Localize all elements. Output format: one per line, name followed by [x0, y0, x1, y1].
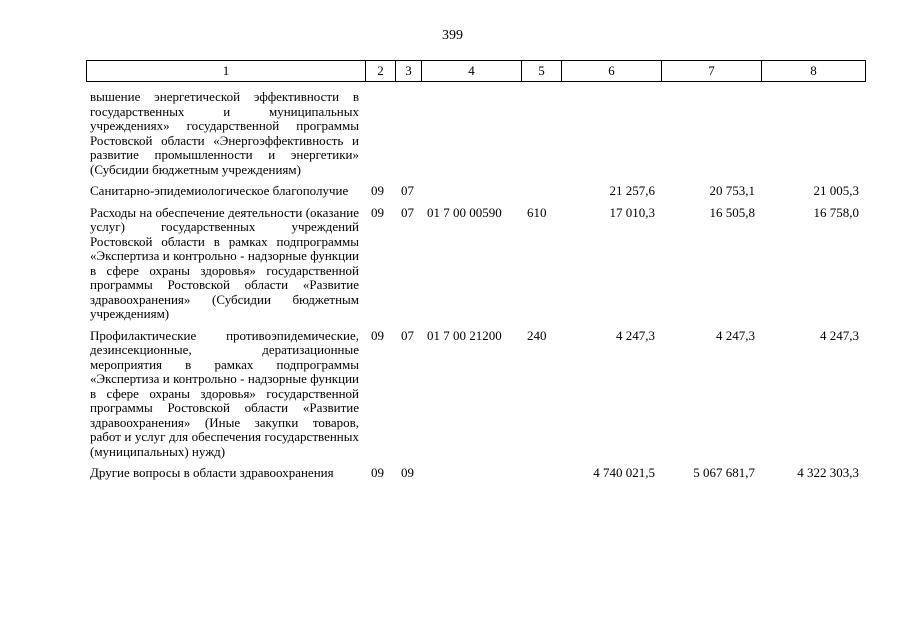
- row-amount-col8: [761, 90, 865, 177]
- row-expense-type: 240: [527, 327, 547, 343]
- row-target-article: 01 7 00 21200: [427, 327, 502, 343]
- row-expense-type: [521, 90, 561, 177]
- column-header-3: 3: [396, 61, 422, 82]
- row-section: 09: [371, 183, 384, 198]
- table-row: [86, 322, 865, 460]
- row-section: 09: [371, 327, 384, 343]
- row-description: Другие вопросы в области здравоохранения: [90, 465, 334, 480]
- row-amount-col7: 5 067 681,7: [693, 465, 755, 480]
- row-target-article: [421, 177, 521, 199]
- table-row: [86, 177, 865, 199]
- column-header-7: 7: [662, 61, 762, 82]
- column-header-6: 6: [562, 61, 662, 82]
- row-amount-col7: [661, 90, 761, 177]
- row-amount-col6: [561, 90, 661, 177]
- row-amount-col6: 21 257,6: [609, 183, 655, 198]
- row-target-article: [421, 90, 521, 177]
- row-target-article: [421, 459, 521, 481]
- row-section: 09: [371, 465, 384, 480]
- row-expense-type: 610: [527, 204, 547, 220]
- row-description: Санитарно-эпидемиологическое благополучие: [90, 183, 349, 198]
- table-row: [86, 199, 865, 322]
- row-subsection: [395, 90, 421, 177]
- row-description: вышение энергетической эффективности в государственных и муниципальных учреждениях» государственной программы Ростовской области «Энергоэффективность и развитие промышленности и энергетики» (Субсидии бюджетным учреждениям): [90, 89, 359, 177]
- row-expense-type: [521, 459, 561, 481]
- column-header-8: 8: [762, 61, 866, 82]
- row-amount-col7: 4 247,3: [716, 327, 755, 343]
- row-amount-col6: 4 740 021,5: [593, 465, 655, 480]
- column-header-4: 4: [422, 61, 522, 82]
- budget-table-body: [86, 90, 865, 481]
- row-section: 09: [371, 204, 384, 220]
- column-header-table: [86, 60, 866, 82]
- table-row: [86, 90, 865, 177]
- row-subsection: 07: [401, 327, 414, 343]
- row-amount-col6: 17 010,3: [609, 204, 655, 220]
- page-number: 399: [442, 28, 463, 43]
- row-amount-col8: 4 322 303,3: [797, 465, 859, 480]
- row-subsection: 09: [401, 465, 414, 480]
- row-amount-col8: 4 247,3: [820, 327, 859, 343]
- column-header-5: 5: [522, 61, 562, 82]
- row-description: Расходы на обеспечение деятельности (оказание услуг) государственных учреждений Ростовской области в рамках подпрограммы «Экспертиза и контрольно - надзорные функции в сфере охраны здоровья» государственной программы Ростовской области «Развитие здравоохранения» (Субсидии бюджетным учреждениям): [90, 204, 359, 321]
- table-row: [86, 459, 865, 481]
- column-header-row: [87, 61, 866, 82]
- row-amount-col7: 16 505,8: [709, 204, 755, 220]
- column-header-1: 1: [87, 61, 366, 82]
- row-subsection: 07: [401, 183, 414, 198]
- row-subsection: 07: [401, 204, 414, 220]
- row-amount-col8: 16 758,0: [813, 204, 859, 220]
- row-amount-col8: 21 005,3: [813, 183, 859, 198]
- row-target-article: 01 7 00 00590: [427, 204, 502, 220]
- row-amount-col7: 20 753,1: [709, 183, 755, 198]
- row-expense-type: [521, 177, 561, 199]
- row-amount-col6: 4 247,3: [616, 327, 655, 343]
- row-description: Профилактические противоэпидемические, дезинсекционные, дератизационные мероприятия в рамках подпрограммы «Экспертиза и контрольно - надзорные функции в сфере охраны здоровья» государственной программы Ростовской области «Развитие здравоохранения» (Иные закупки товаров, работ и услуг для обеспечения государственных (муниципальных) нужд): [90, 327, 359, 459]
- row-section: [365, 90, 395, 177]
- column-header-2: 2: [366, 61, 396, 82]
